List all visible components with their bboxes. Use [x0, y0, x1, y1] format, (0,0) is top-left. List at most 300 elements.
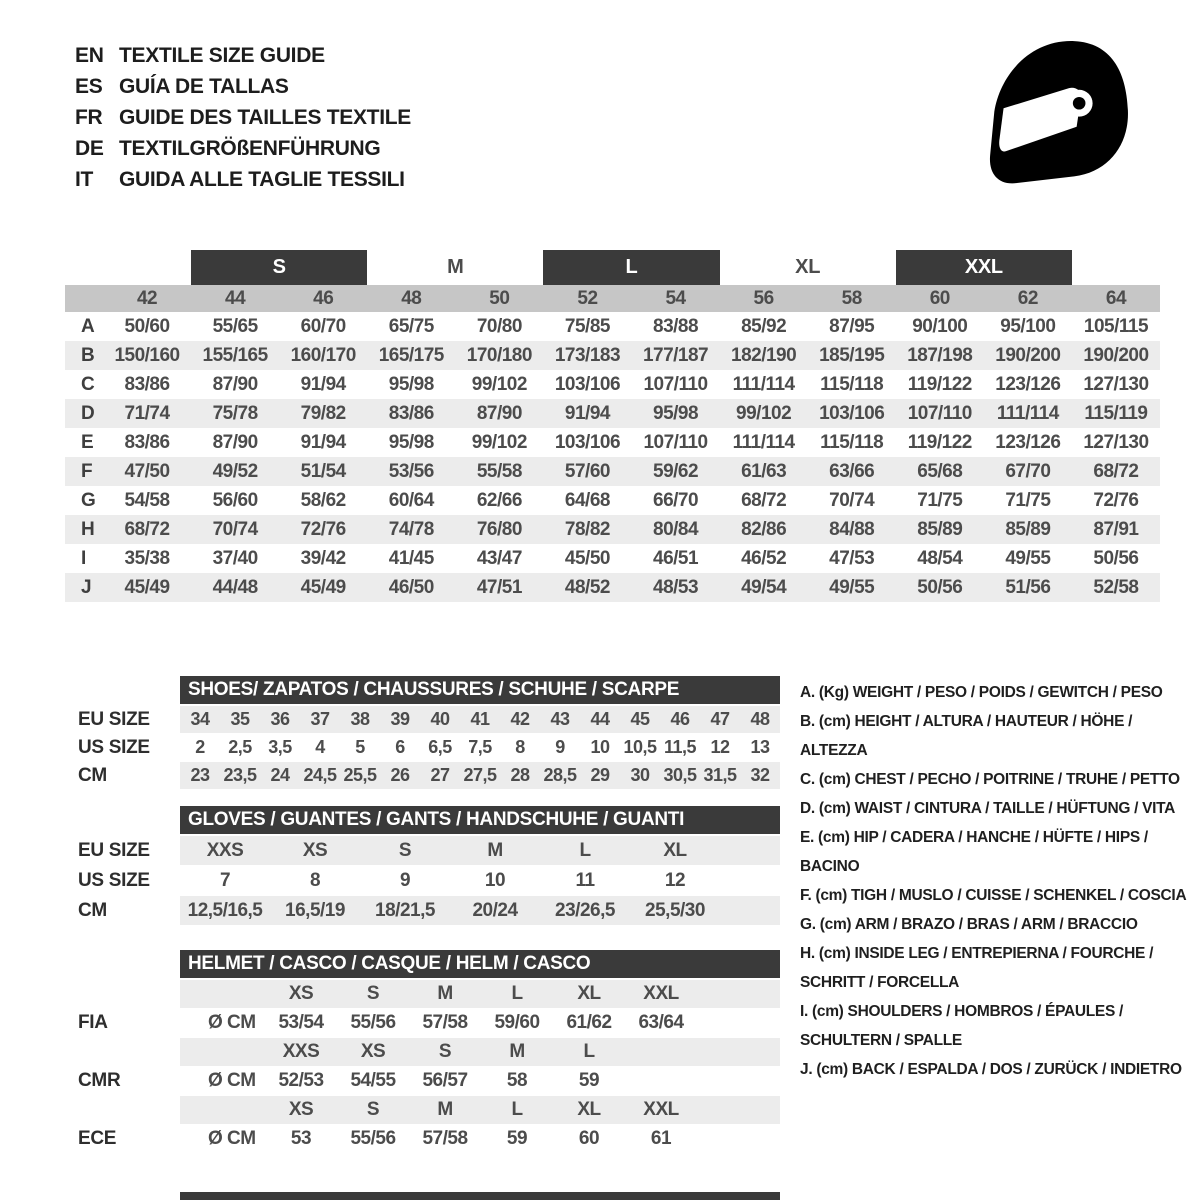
size-value: 60/64 [388, 490, 434, 511]
size-value: 165/175 [378, 345, 444, 366]
row-letter: H [81, 519, 95, 540]
size-value: 173/183 [554, 345, 621, 366]
size-value: 46 [670, 709, 690, 729]
language-item [75, 40, 411, 71]
size-value: 30 [630, 765, 650, 785]
helmet-section [65, 950, 780, 1154]
row-values [180, 762, 780, 789]
size-value: 66/70 [653, 490, 699, 511]
size-value: 43 [550, 709, 570, 729]
row-values [180, 734, 780, 761]
size-label: XL [577, 1099, 601, 1120]
size-value: 7,5 [468, 737, 492, 757]
size-value: 31,5 [703, 765, 737, 785]
size-value: 65/68 [917, 461, 963, 482]
size-value: 61 [650, 1128, 672, 1149]
size-value: 91/94 [300, 374, 346, 395]
size-number: 44 [225, 288, 246, 309]
size-value: 68/72 [1093, 461, 1139, 482]
size-value: 44/48 [212, 577, 258, 598]
size-group-header: XL [795, 256, 821, 278]
size-value: 11 [575, 870, 595, 891]
size-table-row [65, 486, 1160, 515]
size-value: 103/106 [819, 403, 885, 424]
language-item [75, 102, 411, 133]
size-value: 3,5 [268, 737, 292, 757]
size-value: 7 [219, 870, 231, 891]
size-number: 60 [929, 288, 950, 309]
size-value: 53/54 [278, 1012, 324, 1033]
sizing-row [65, 836, 780, 865]
size-value: 95/98 [653, 403, 699, 424]
size-value: 190/200 [1083, 345, 1149, 366]
size-number: 46 [313, 288, 334, 309]
size-label: XXL [643, 983, 679, 1004]
size-label: L [583, 1041, 595, 1062]
size-group-header-row [65, 250, 1160, 285]
size-value: 23,5 [223, 765, 257, 785]
size-table-row [65, 573, 1160, 602]
helmet-sizes-row [65, 1096, 780, 1124]
shoes-section [65, 676, 780, 790]
sizing-row [65, 762, 780, 789]
shoes-section-header: SHOES/ ZAPATOS / CHAUSSURES / SCHUHE / SCARPE [180, 676, 780, 704]
size-value: 55/56 [350, 1012, 396, 1033]
size-value: 51/56 [1005, 577, 1051, 598]
size-value: 47 [710, 709, 730, 729]
row-label: CM [78, 765, 107, 786]
size-value: 150/160 [114, 345, 180, 366]
size-value: 26 [390, 765, 410, 785]
size-value: 41 [470, 709, 490, 729]
size-value: 55/56 [350, 1128, 396, 1149]
size-value: 79/82 [300, 403, 346, 424]
size-value: 48 [750, 709, 770, 729]
size-label: XXS [282, 1041, 320, 1062]
size-value: 5 [355, 737, 365, 757]
size-value: 71/75 [917, 490, 963, 511]
size-value: 49/54 [741, 577, 787, 598]
row-label: US SIZE [78, 870, 150, 891]
size-table-body [65, 312, 1160, 602]
language-label: GUÍA DE TALLAS [119, 75, 289, 98]
size-number: 42 [136, 288, 158, 309]
size-value: 76/80 [476, 519, 522, 540]
row-label: EU SIZE [78, 840, 150, 861]
size-value: 83/88 [653, 316, 699, 337]
size-table-row [65, 428, 1160, 457]
size-number: 54 [665, 288, 686, 309]
size-value: XL [663, 840, 687, 861]
size-value: 32 [750, 765, 770, 785]
standard-label: ECE [78, 1128, 117, 1149]
size-value: 2 [195, 737, 205, 757]
size-value: 50/60 [124, 316, 170, 337]
size-value: 67/70 [1005, 461, 1051, 482]
size-label: M [437, 1099, 453, 1120]
size-value: 127/130 [1083, 432, 1149, 453]
sizing-row [65, 896, 780, 925]
size-value: 48/52 [564, 577, 610, 598]
size-label: S [366, 1099, 380, 1120]
row-letter: J [81, 577, 92, 598]
legend-item: H. (cm) INSIDE LEG / ENTREPIERNA / FOURCHE / SCHRITT / FORCELLA [800, 945, 1154, 991]
size-number: 58 [841, 288, 862, 309]
diameter-unit: Ø CM [208, 1128, 256, 1149]
size-value: 47/53 [829, 548, 875, 569]
size-value: 23/26,5 [555, 900, 615, 921]
size-value: 72/76 [300, 519, 346, 540]
size-value: 87/95 [829, 316, 875, 337]
size-value: XXS [206, 840, 244, 861]
size-value: 70/74 [212, 519, 258, 540]
row-label [65, 1038, 180, 1066]
size-table-row [65, 544, 1160, 573]
size-label: XXL [643, 1099, 679, 1120]
legend-item: C. (cm) CHEST / PECHO / POITRINE / TRUHE / PETTO [800, 771, 1180, 788]
size-value: 4 [315, 737, 325, 757]
diameter-unit: Ø CM [208, 1012, 256, 1033]
size-label: XS [360, 1041, 386, 1062]
size-value: 71/74 [124, 403, 170, 424]
size-value: 170/180 [466, 345, 532, 366]
row-label [65, 1096, 180, 1124]
size-value: 63/64 [638, 1012, 684, 1033]
size-value: 49/55 [1005, 548, 1051, 569]
size-value: 182/190 [731, 345, 797, 366]
size-value: 99/102 [471, 432, 527, 453]
size-label: XS [288, 983, 314, 1004]
size-label: M [509, 1041, 525, 1062]
size-value: 70/80 [476, 316, 522, 337]
size-value: 37/40 [212, 548, 258, 569]
size-value: 115/118 [820, 374, 884, 395]
size-value: 20/24 [472, 900, 518, 921]
size-value: 57/58 [422, 1128, 468, 1149]
size-value: 46/50 [388, 577, 434, 598]
size-value: 155/165 [202, 345, 268, 366]
size-label: L [511, 983, 523, 1004]
size-value: 23 [190, 765, 210, 785]
legend-item: A. (Kg) WEIGHT / PESO / POIDS / GEWITCH / PESO [800, 684, 1163, 701]
diameter-unit: Ø CM [208, 1070, 256, 1091]
size-value: 80/84 [653, 519, 699, 540]
size-number: 50 [489, 288, 510, 309]
size-value: 57/58 [422, 1012, 468, 1033]
language-code: DE [75, 137, 104, 160]
size-value: M [487, 840, 503, 861]
size-value: 11,5 [663, 737, 697, 757]
size-value: 46/52 [741, 548, 787, 569]
row-letter: A [81, 316, 95, 337]
size-value: 103/106 [554, 432, 621, 453]
row-letter: D [81, 403, 95, 424]
legend-item: J. (cm) BACK / ESPALDA / DOS / ZURÜCK / INDIETRO [800, 1061, 1182, 1078]
row-values [180, 706, 780, 733]
size-value: 99/102 [471, 374, 527, 395]
size-value: 56/57 [422, 1070, 468, 1091]
row-label: US SIZE [78, 737, 150, 758]
size-value: 27 [430, 765, 450, 785]
size-value: 54/55 [350, 1070, 396, 1091]
size-value: 187/198 [907, 345, 973, 366]
racing-helmet-icon [975, 26, 1143, 204]
size-value: 99/102 [736, 403, 792, 424]
size-value: 72/76 [1093, 490, 1139, 511]
size-value: 91/94 [564, 403, 610, 424]
size-value: 28,5 [543, 765, 577, 785]
size-value: S [398, 840, 412, 861]
size-value: 85/92 [741, 316, 787, 337]
size-value: 119/122 [907, 432, 972, 453]
helmet-rows [65, 980, 780, 1153]
row-label: CM [78, 900, 107, 921]
size-value: 52/53 [278, 1070, 324, 1091]
size-label: XS [288, 1099, 314, 1120]
unit-spacer [180, 1038, 265, 1066]
size-value: 87/90 [212, 374, 258, 395]
size-value: 84/88 [829, 519, 875, 540]
size-value: 59/60 [494, 1012, 540, 1033]
size-value: 85/89 [917, 519, 963, 540]
size-value: 58 [506, 1070, 528, 1091]
language-item [75, 71, 411, 102]
gloves-rows [65, 836, 780, 925]
size-value: 105/115 [1083, 316, 1149, 337]
language-label: GUIDA ALLE TAGLIE TESSILI [119, 168, 405, 191]
size-value: 107/110 [643, 374, 708, 395]
row-values [180, 836, 780, 865]
language-label: GUIDE DES TAILLES TEXTILE [119, 106, 411, 129]
size-value: 87/90 [476, 403, 522, 424]
row-values [180, 1067, 780, 1095]
size-value: 64/68 [564, 490, 610, 511]
measurement-legend [800, 678, 1200, 1084]
size-value: 55/65 [212, 316, 258, 337]
size-value: 68/72 [741, 490, 787, 511]
size-value: 49/55 [829, 577, 875, 598]
size-value: 24,5 [303, 765, 337, 785]
size-value: 8 [515, 737, 525, 757]
size-value: 177/187 [642, 345, 709, 366]
size-value: 54/58 [124, 490, 170, 511]
size-number-row [65, 285, 1160, 312]
row-letter: F [81, 461, 93, 482]
size-value: 87/90 [212, 432, 258, 453]
size-value: 48/53 [653, 577, 699, 598]
size-table-row [65, 399, 1160, 428]
size-value: 47/51 [476, 577, 522, 598]
language-code: IT [75, 168, 94, 191]
size-value: 12 [664, 870, 686, 891]
size-table-row [65, 515, 1160, 544]
size-value: 75/85 [564, 316, 610, 337]
unit-spacer [180, 1096, 265, 1124]
sizing-row [65, 734, 780, 761]
helmet-values-row [65, 1125, 780, 1153]
size-value: 87/91 [1093, 519, 1139, 540]
gloves-section [65, 806, 780, 926]
size-value: 6 [395, 737, 405, 757]
size-value: 107/110 [907, 403, 972, 424]
size-label: XL [577, 983, 601, 1004]
size-value: 34 [190, 709, 210, 729]
row-values [180, 1038, 780, 1066]
size-value: 63/66 [829, 461, 875, 482]
size-value: 160/170 [290, 345, 356, 366]
size-value: 42 [510, 709, 530, 729]
language-list [75, 40, 411, 195]
size-value: 45/50 [564, 548, 610, 569]
gloves-section-header: GLOVES / GUANTES / GANTS / HANDSCHUHE / GUANTI [180, 806, 780, 834]
size-value: 56/60 [212, 490, 258, 511]
size-value: 190/200 [995, 345, 1061, 366]
sizing-row [65, 706, 780, 733]
size-value: 111/114 [732, 374, 795, 395]
size-label: M [437, 983, 453, 1004]
size-value: 185/195 [819, 345, 885, 366]
size-value: 53 [290, 1128, 312, 1149]
size-value: 18/21,5 [375, 900, 435, 921]
helmet-values-row [65, 1067, 780, 1095]
legend-item: B. (cm) HEIGHT / ALTURA / HAUTEUR / HÖHE / ALTEZZA [800, 713, 1133, 759]
row-letter: B [81, 345, 95, 366]
size-value: 83/86 [124, 432, 170, 453]
row-letter: E [81, 432, 94, 453]
helmet-section-header: HELMET / CASCO / CASQUE / HELM / CASCO [180, 950, 780, 978]
size-value: 123/126 [995, 432, 1061, 453]
size-value: 25,5/30 [645, 900, 705, 921]
size-table-row [65, 341, 1160, 370]
size-value: 119/122 [907, 374, 972, 395]
size-value: 2,5 [228, 737, 252, 757]
size-value: 12 [710, 737, 730, 757]
legend-item: I. (cm) SHOULDERS / HOMBROS / ÉPAULES / SCHULTERN / SPALLE [800, 1003, 1124, 1049]
size-value: 58/62 [300, 490, 346, 511]
size-value: 37 [310, 709, 330, 729]
size-number: 52 [577, 288, 598, 309]
size-value: 10,5 [623, 737, 657, 757]
row-letter: G [81, 490, 96, 511]
size-number: 48 [401, 288, 422, 309]
row-values [180, 1096, 780, 1124]
size-value: 123/126 [995, 374, 1061, 395]
language-code: EN [75, 44, 104, 67]
textile-size-table [65, 250, 1160, 602]
helmet-values-row [65, 1009, 780, 1037]
size-value: 115/119 [1084, 403, 1148, 424]
size-value: 68/72 [124, 519, 170, 540]
legend-item: G. (cm) ARM / BRAZO / BRAS / ARM / BRACCIO [800, 916, 1138, 933]
size-value: 111/114 [732, 432, 795, 453]
size-table-row [65, 457, 1160, 486]
size-value: 95/100 [1000, 316, 1056, 337]
size-value: 39 [390, 709, 410, 729]
size-value: 47/50 [124, 461, 170, 482]
size-value: 44 [590, 709, 610, 729]
size-value: 95/98 [388, 432, 434, 453]
size-value: 103/106 [554, 374, 621, 395]
size-value: 39/42 [300, 548, 346, 569]
size-value: 60/70 [300, 316, 346, 337]
size-value: 59/62 [653, 461, 699, 482]
size-value: 9 [555, 737, 565, 757]
size-value: 90/100 [912, 316, 968, 337]
size-value: 16,5/19 [285, 900, 345, 921]
sizing-row [65, 866, 780, 895]
unit-spacer [180, 980, 265, 1008]
cropped-section-bar [180, 1192, 780, 1200]
size-value: 61/63 [741, 461, 787, 482]
size-value: 30,5 [663, 765, 697, 785]
size-value: 8 [309, 870, 321, 891]
size-value: 45/49 [300, 577, 346, 598]
row-values [180, 1009, 780, 1037]
size-value: 59 [578, 1070, 600, 1091]
size-value: 107/110 [643, 432, 708, 453]
size-value: 9 [399, 870, 411, 891]
size-label: S [366, 983, 380, 1004]
size-value: 28 [510, 765, 530, 785]
size-value: 70/74 [829, 490, 875, 511]
size-value: XS [302, 840, 328, 861]
size-value: 46/51 [653, 548, 699, 569]
size-value: 38 [350, 709, 370, 729]
size-value: 36 [270, 709, 290, 729]
helmet-sizes-row [65, 980, 780, 1008]
size-value: 45/49 [124, 577, 170, 598]
language-label: TEXTILE SIZE GUIDE [119, 44, 325, 67]
language-item [75, 164, 411, 195]
size-value: 50/56 [917, 577, 963, 598]
size-value: 43/47 [476, 548, 522, 569]
size-value: 35 [230, 709, 250, 729]
size-label: S [438, 1041, 452, 1062]
helmet-sizes-row [65, 1038, 780, 1066]
size-group-header: L [543, 250, 719, 285]
size-value: 78/82 [564, 519, 610, 540]
size-number: 62 [1017, 288, 1038, 309]
legend-item: D. (cm) WAIST / CINTURA / TAILLE / HÜFTUNG / VITA [800, 800, 1176, 817]
size-value: 59 [506, 1128, 528, 1149]
size-group-header: XXL [896, 250, 1072, 285]
standard-label: FIA [78, 1012, 108, 1033]
size-band-spacer [65, 285, 103, 312]
size-value: 74/78 [388, 519, 434, 540]
size-value: 52/58 [1093, 577, 1139, 598]
size-table-row [65, 370, 1160, 399]
size-value: 25,5 [343, 765, 377, 785]
size-value: 35/38 [124, 548, 170, 569]
size-value: 57/60 [564, 461, 610, 482]
size-value: 115/118 [820, 432, 884, 453]
shoes-rows [65, 706, 780, 789]
size-value: 127/130 [1083, 374, 1149, 395]
size-value: 24 [270, 765, 290, 785]
size-value: 40 [430, 709, 450, 729]
row-values [180, 1125, 780, 1153]
legend-item: F. (cm) TIGH / MUSLO / CUISSE / SCHENKEL / COSCIA [800, 887, 1187, 904]
size-value: 60 [578, 1128, 600, 1149]
size-value: 82/86 [741, 519, 787, 540]
row-letter: I [81, 548, 86, 569]
language-code: FR [75, 106, 103, 129]
size-value: 6,5 [428, 737, 452, 757]
size-value: 95/98 [388, 374, 434, 395]
size-value: 83/86 [124, 374, 170, 395]
size-number: 64 [1105, 288, 1127, 309]
size-value: 48/54 [917, 548, 963, 569]
